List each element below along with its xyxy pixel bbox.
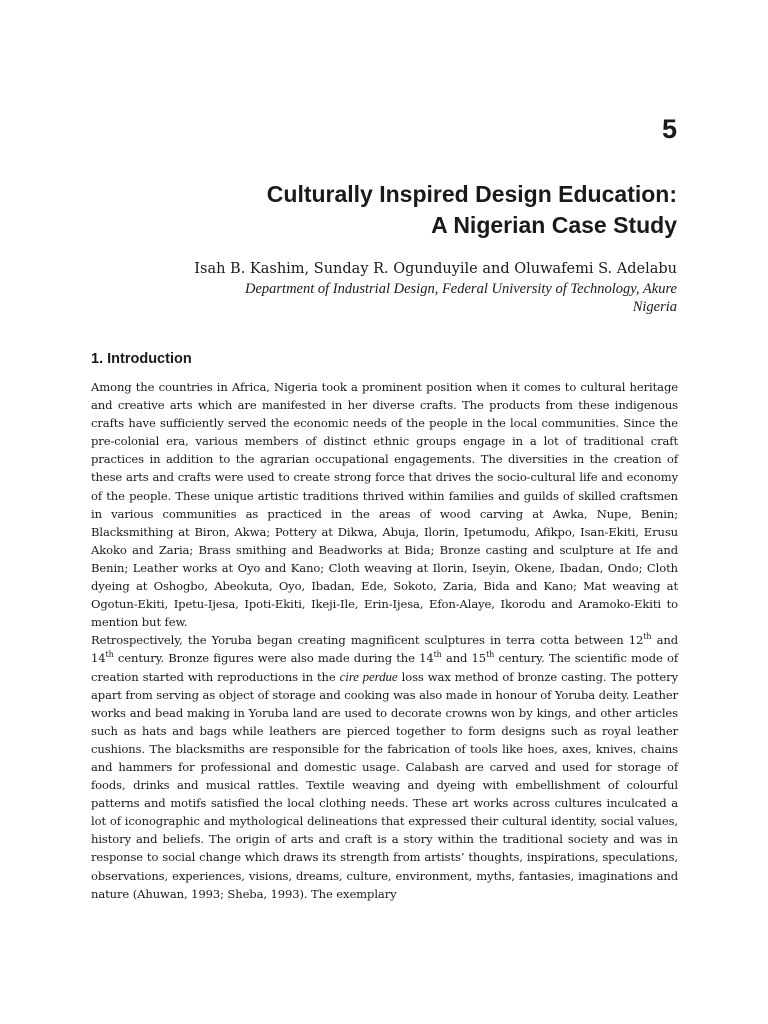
chapter-title-line-1: Culturally Inspired Design Education: — [266, 181, 677, 207]
paragraph-2-text-5: century. The scientific mode of creation started with reproductions in the — [91, 651, 679, 684]
superscript-th: th — [643, 632, 652, 642]
paragraph-2-text-4: and 15 — [441, 651, 487, 666]
paragraph-2-text-3: century. Bronze figures were also made during the 14 — [113, 651, 434, 666]
paragraph-2 — [91, 631, 678, 902]
authors: Isah B. Kashim, Sunday R. Ogunduyile and Oluwafemi S. Adelabu — [194, 261, 677, 277]
superscript-th: th — [105, 650, 114, 660]
paragraph-2-text-1: Retrospectively, the Yoruba began creating magnificent sculptures in terra cotta between 12 — [91, 633, 644, 648]
paragraph-2-text-6: loss wax method of bronze casting. The pottery apart from serving as object of storage and cooking was also made in honour of Yoruba deity. Leather works and bead making in Yoruba land are used to decorate crowns won by kings, and other articles such as hats and bags while leathers are pierced together to form designs such as royal leather cushions. The blacksmiths are responsible for the fabrication of tools like hoes, axes, knives, chains and hammers for professional and domestic usage. Calabash are carved and used for storage of foods, drinks and musical rattles. Textile weaving and dyeing with embellishment of colourful patterns and motifs satisfied the local clothing needs. These art works across cultures inculcated a lot of iconographic and mythological delineations that expressed their cultural identity, social values, history and beliefs. The origin of arts and craft is a story within the traditional society and was in response to social change which draws its strength from artists’ thoughts, inspirations, speculations, observations, experiences, visions, dreams, culture, environment, myths, fantasies, imaginations and nature (Ahuwan, 1993; Sheba, 1993). The exemplary — [91, 669, 678, 901]
affiliation — [157, 280, 677, 316]
paragraph-2-text-2: and 14 — [91, 633, 678, 666]
affiliation-line-2: Nigeria — [632, 299, 677, 315]
section-heading: 1. Introduction — [91, 351, 192, 367]
superscript-th: th — [486, 650, 495, 660]
body-text — [91, 378, 678, 903]
superscript-th: th — [433, 650, 442, 660]
paragraph-1: Among the countries in Africa, Nigeria took a prominent position when it comes to cultural heritage and creative arts which are manifested in her diverse crafts. The products from these indigenous crafts have sufficiently served the economic needs of the people in the local communities. Since the pre-colonial era, various members of distinct ethnic groups engage in a lot of traditional craft practices in addition to the agrarian occupational engagements. The diversities in the creation of these arts and crafts were used to create strong force that drives the socio-cultural life and economy of the people. These unique artistic traditions thrived within families and guilds of skilled craftsmen in various communities as practiced in the areas of wood carving at Awka, Nupe, Benin; Blacksmithing at Biron, Akwa; Pottery at Dikwa, Abuja, Ilorin, Ipetumodu, Afikpo, Isan-Ekiti, Erusu Akoko and Zaria; Brass smithing and Beadworks at Bida; Bronze casting and sculpture at Ife and Benin; Leather works at Oyo and Kano; Cloth weaving at Ilorin, Iseyin, Okene, Ibadan, Ondo; Cloth dyeing at Oshogbo, Abeokuta, Oyo, Ibadan, Ede, Sokoto, Zaria, Bida and Kano; Mat weaving at Ogotun-Ekiti, Ipetu-Ijesa, Ipoti-Ekiti, Ikeji-Ile, Erin-Ijesa, Efon-Alaye, Ikorodu and Aramoko-Ekiti to mention but few. — [91, 380, 678, 630]
affiliation-line-1: Department of Industrial Design, Federal University of Technology, Akure — [245, 281, 677, 297]
chapter-number: 5 — [661, 114, 677, 144]
chapter-title-line-2: A Nigerian Case Study — [431, 212, 677, 238]
italic-term: cire perdue — [339, 668, 398, 684]
chapter-title — [117, 179, 677, 241]
